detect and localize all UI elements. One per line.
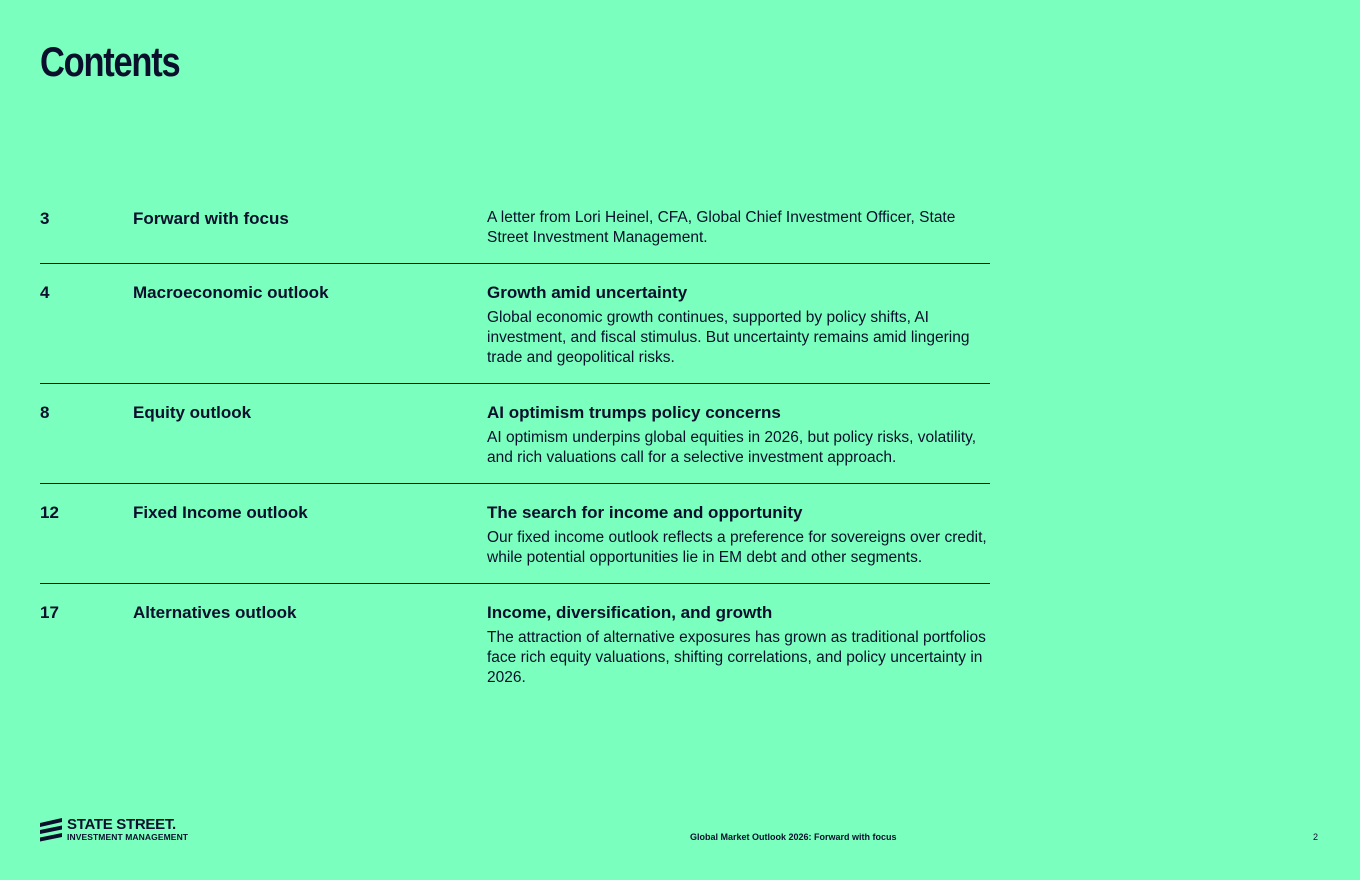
toc-page-number: 3 bbox=[40, 209, 50, 228]
toc-section-title: Equity outlook bbox=[133, 403, 252, 422]
toc-section-title: Forward with focus bbox=[133, 209, 289, 228]
toc-description bbox=[487, 282, 990, 368]
toc-entry-fixed-income-outlook[interactable] bbox=[40, 500, 990, 584]
toc-page-number: 8 bbox=[40, 403, 50, 422]
page-number: 2 bbox=[1313, 832, 1319, 842]
logo-tagline: INVESTMENT MANAGEMENT bbox=[67, 832, 189, 842]
toc-description bbox=[487, 502, 990, 568]
toc-section-title: Macroeconomic outlook bbox=[133, 283, 329, 302]
toc-page-number: 17 bbox=[40, 603, 59, 622]
publication-title: Global Market Outlook 2026: Forward with focus bbox=[690, 832, 897, 842]
toc-entry-alternatives-outlook[interactable] bbox=[40, 600, 990, 703]
toc-entry-macroeconomic-outlook[interactable] bbox=[40, 280, 990, 384]
page-title: Contents bbox=[40, 38, 180, 85]
table-of-contents bbox=[40, 206, 990, 719]
logo-wordmark: STATE STREET. bbox=[67, 816, 176, 833]
toc-summary: A letter from Lori Heinel, CFA, Global Chief Investment Officer, State Street Investment Management. bbox=[487, 209, 956, 246]
toc-description bbox=[487, 602, 990, 688]
toc-page-number: 4 bbox=[40, 283, 50, 302]
toc-summary: Our fixed income outlook reflects a preference for sovereigns over credit, while potential opportunities lie in EM debt and other segments. bbox=[487, 529, 987, 566]
toc-headline: AI optimism trumps policy concerns bbox=[487, 403, 781, 422]
toc-description bbox=[487, 402, 990, 468]
toc-page-number: 12 bbox=[40, 503, 59, 522]
toc-summary: The attraction of alternative exposures has grown as traditional portfolios face rich equity valuations, shifting correlations, and policy uncertainty in 2026. bbox=[487, 629, 986, 686]
toc-entry-forward-with-focus[interactable] bbox=[40, 206, 990, 264]
toc-section-title: Fixed Income outlook bbox=[133, 503, 308, 522]
toc-headline: Growth amid uncertainty bbox=[487, 283, 688, 302]
toc-summary: AI optimism underpins global equities in 2026, but policy risks, volatility, and rich valuations call for a selective investment approach. bbox=[487, 429, 977, 466]
state-street-logo bbox=[40, 817, 188, 842]
toc-section-title: Alternatives outlook bbox=[133, 603, 297, 622]
logo-stripes-icon bbox=[40, 818, 62, 842]
toc-entry-equity-outlook[interactable] bbox=[40, 400, 990, 484]
toc-summary: Global economic growth continues, supported by policy shifts, AI investment, and fiscal stimulus. But uncertainty remains amid lingering trade and geopolitical risks. bbox=[487, 309, 970, 366]
toc-headline: The search for income and opportunity bbox=[487, 503, 803, 522]
toc-description bbox=[487, 208, 990, 248]
toc-headline: Income, diversification, and growth bbox=[487, 603, 773, 622]
